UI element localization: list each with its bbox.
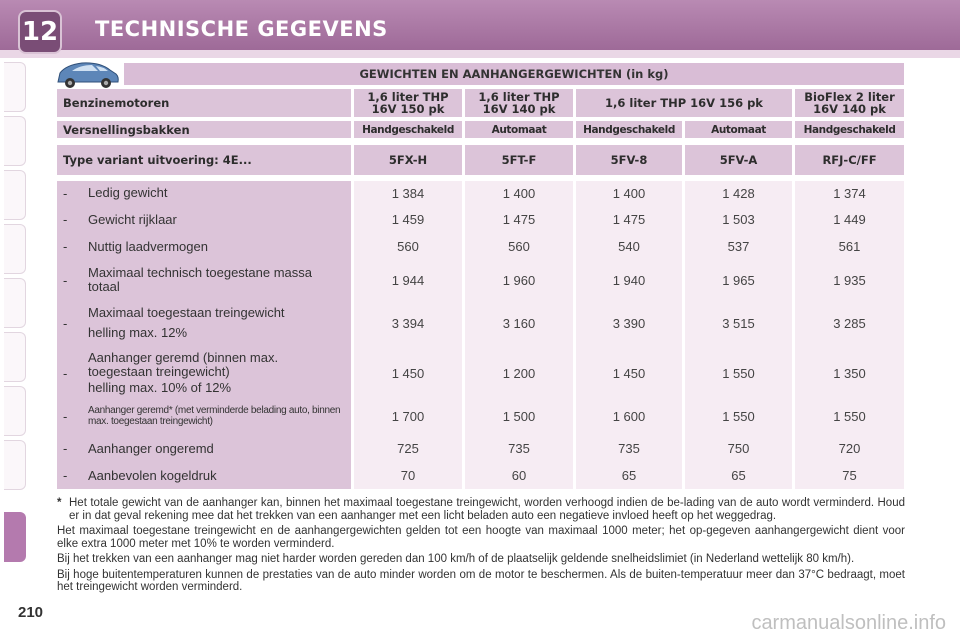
row-dash: - — [63, 212, 68, 227]
engine-row — [57, 89, 904, 117]
gearbox-label: Versnellingsbakken — [57, 121, 351, 138]
type-header: 5FT-F — [465, 145, 573, 175]
type-header: 5FV-A — [685, 145, 792, 175]
table-cell: 560 — [397, 239, 419, 254]
table-cell: 1 935 — [833, 272, 866, 288]
table-cell: 1 600 — [612, 408, 646, 424]
type-header: 5FX-H — [354, 145, 462, 175]
side-tab[interactable] — [4, 224, 26, 274]
footnote-text: Het totale gewicht van de aanhanger kan, binnen het maximaal toegestane treingewicht, worden verhoogd indien de be-lading van de auto wordt verminderd. Houd er in dat geval rekening mee dat het trekken van een aanhanger met een licht beladen auto een negatieve invloed heeft op het weggedrag. — [69, 497, 905, 522]
side-tab-active[interactable] — [4, 512, 26, 562]
engine-header: BioFlex 2 liter 16V 140 pk — [795, 89, 904, 117]
table-title: GEWICHTEN EN AANHANGERGEWICHTEN (in kg) — [124, 63, 904, 85]
table-cell: 1 940 — [612, 272, 646, 288]
table-row — [57, 347, 904, 399]
table-row — [57, 181, 904, 205]
table-cell: 537 — [727, 239, 750, 254]
row-label-text: Nuttig laadvermogen — [88, 238, 208, 254]
table-cell: 1 550 — [722, 365, 755, 381]
table-cell: 720 — [838, 441, 861, 456]
table-row — [57, 436, 904, 461]
gearbox-header: Handgeschakeld — [576, 121, 682, 138]
table-cell: 1 944 — [391, 272, 425, 288]
table-cell: 70 — [400, 468, 416, 483]
table-row — [57, 401, 904, 431]
row-dash: - — [63, 272, 68, 288]
table-cell: 1 449 — [833, 212, 866, 227]
gearbox-header: Handgeschakeld — [354, 121, 462, 138]
table-row — [57, 262, 904, 298]
side-tab[interactable] — [4, 332, 26, 382]
row-label — [63, 347, 349, 399]
table-cell: 1 700 — [391, 408, 425, 424]
side-tab[interactable] — [4, 170, 26, 220]
table-cell: 735 — [508, 441, 530, 456]
row-label-text: Aanhanger ongeremd — [88, 440, 214, 456]
row-label-text: Maximaal technisch toegestane massa totaal — [88, 265, 313, 294]
row-label-sub: helling max. 10% of 12% — [88, 380, 232, 395]
row-label — [63, 401, 349, 431]
car-icon — [52, 58, 122, 90]
engine-header: 1,6 liter THP 16V 140 pk — [465, 89, 573, 117]
row-label-text — [88, 351, 328, 395]
gearbox-header: Automaat — [465, 121, 573, 138]
row-label-text: Gewicht rijklaar — [88, 211, 177, 227]
table-cell: 1 384 — [391, 185, 425, 201]
table-row — [57, 234, 904, 259]
row-label — [63, 234, 349, 259]
table-cell: 1 459 — [391, 212, 425, 227]
table-row — [57, 207, 904, 232]
table-cell: 3 515 — [722, 315, 755, 331]
table-cell: 1 400 — [502, 185, 536, 201]
page-title: TECHNISCHE GEGEVENS — [95, 17, 388, 41]
table-cell: 1 503 — [722, 212, 755, 227]
side-tab[interactable] — [4, 116, 26, 166]
table-cell: 725 — [397, 441, 419, 456]
table-cell: 1 450 — [612, 365, 646, 381]
table-cell: 1 475 — [502, 212, 536, 227]
table-cell: 1 965 — [722, 272, 755, 288]
header-underline — [0, 50, 960, 58]
table-cell: 3 160 — [502, 315, 536, 331]
row-label-text: Aanhanger geremd* (met verminderde belading auto, binnen max. toegestaan treingewicht) — [88, 405, 341, 427]
table-cell: 561 — [838, 239, 861, 254]
note-paragraph: Het maximaal toegestane treingewicht en de aanhangergewichten gelden tot een hoogte van maximaal 1000 meter; het op-gegeven aanhangergewicht dient voor elke extra 1000 meter met 10% te worden verminderd. — [57, 525, 905, 550]
engine-header: 1,6 liter THP 16V 150 pk — [354, 89, 462, 117]
row-dash: - — [63, 408, 68, 424]
row-label — [63, 262, 349, 298]
notes — [57, 497, 905, 597]
side-tab[interactable] — [4, 278, 26, 328]
table-cell: 735 — [618, 441, 640, 456]
engine-header: 1,6 liter THP 16V 156 pk — [576, 89, 792, 117]
table-cell: 1 428 — [722, 185, 755, 201]
table-cell: 3 390 — [612, 315, 646, 331]
gearbox-row — [57, 121, 904, 138]
row-dash: - — [63, 441, 68, 456]
row-label-text: Ledig gewicht — [88, 185, 168, 200]
side-tab[interactable] — [4, 440, 26, 490]
table-cell: 75 — [842, 468, 857, 483]
row-dash: - — [63, 239, 68, 254]
table-cell: 65 — [731, 468, 746, 483]
side-tab[interactable] — [4, 386, 26, 436]
row-label-main: Aanhanger geremd (binnen max. toegestaan treingewicht) — [88, 350, 279, 379]
note-paragraph: Bij hoge buitentemperaturen kunnen de prestaties van de auto minder worden om de motor te beschermen. Als de buiten-temperatuur meer dan 37°C bedraagt, moet het treingewicht worden verminderd. — [57, 568, 905, 593]
table-cell: 1 960 — [502, 272, 536, 288]
side-tab[interactable] — [4, 62, 26, 112]
type-header: 5FV-8 — [576, 145, 682, 175]
side-tab-rail — [0, 60, 30, 600]
gearbox-header: Handgeschakeld — [795, 121, 904, 138]
row-label — [63, 436, 349, 461]
table-row — [57, 463, 904, 488]
table-cell: 3 394 — [391, 315, 425, 331]
row-label-text: Aanbevolen kogeldruk — [88, 467, 217, 483]
type-row — [57, 145, 904, 175]
row-label-sub: helling max. 12% — [88, 325, 187, 340]
page-number: 210 — [18, 604, 44, 621]
table-cell: 1 350 — [833, 365, 866, 381]
row-label — [63, 207, 349, 232]
table-cell: 560 — [508, 239, 530, 254]
table-cell: 1 374 — [833, 185, 866, 201]
table-row — [57, 302, 904, 344]
engine-label: Benzinemotoren — [57, 89, 351, 117]
table-cell: 1 400 — [612, 185, 646, 201]
row-label — [63, 181, 349, 205]
table-cell: 750 — [727, 441, 750, 456]
table-cell: 540 — [618, 239, 640, 254]
note-paragraph: Bij het trekken van een aanhanger mag niet harder worden gereden dan 100 km/h of de plaatselijk geldende snelheidslimiet (in Nederland wettelijk 80 km/h). — [57, 553, 855, 565]
table-cell: 3 285 — [833, 315, 866, 331]
row-dash: - — [63, 468, 68, 483]
table-cell: 65 — [621, 468, 637, 483]
table-cell: 60 — [511, 468, 527, 483]
table-cell: 1 500 — [502, 408, 536, 424]
table-cell: 1 550 — [833, 408, 866, 424]
row-dash: - — [63, 185, 68, 201]
chapter-badge: 12 — [20, 12, 60, 52]
table-cell: 1 475 — [612, 212, 646, 227]
table-cell: 1 200 — [502, 365, 536, 381]
row-label-text — [88, 306, 285, 340]
row-dash: - — [63, 365, 68, 381]
table-cell: 1 450 — [391, 365, 425, 381]
gearbox-header: Automaat — [685, 121, 792, 138]
row-dash: - — [63, 315, 68, 331]
footnote — [57, 497, 905, 522]
footnote-marker: * — [57, 497, 62, 509]
type-header: RFJ-C/FF — [795, 145, 904, 175]
row-label — [63, 302, 349, 344]
type-label: Type variant uitvoering: 4E... — [57, 145, 351, 175]
watermark: carmanualsonline.info — [751, 612, 946, 634]
table-cell: 1 550 — [722, 408, 755, 424]
row-label — [63, 463, 349, 488]
row-label-main: Maximaal toegestaan treingewicht — [88, 305, 285, 320]
